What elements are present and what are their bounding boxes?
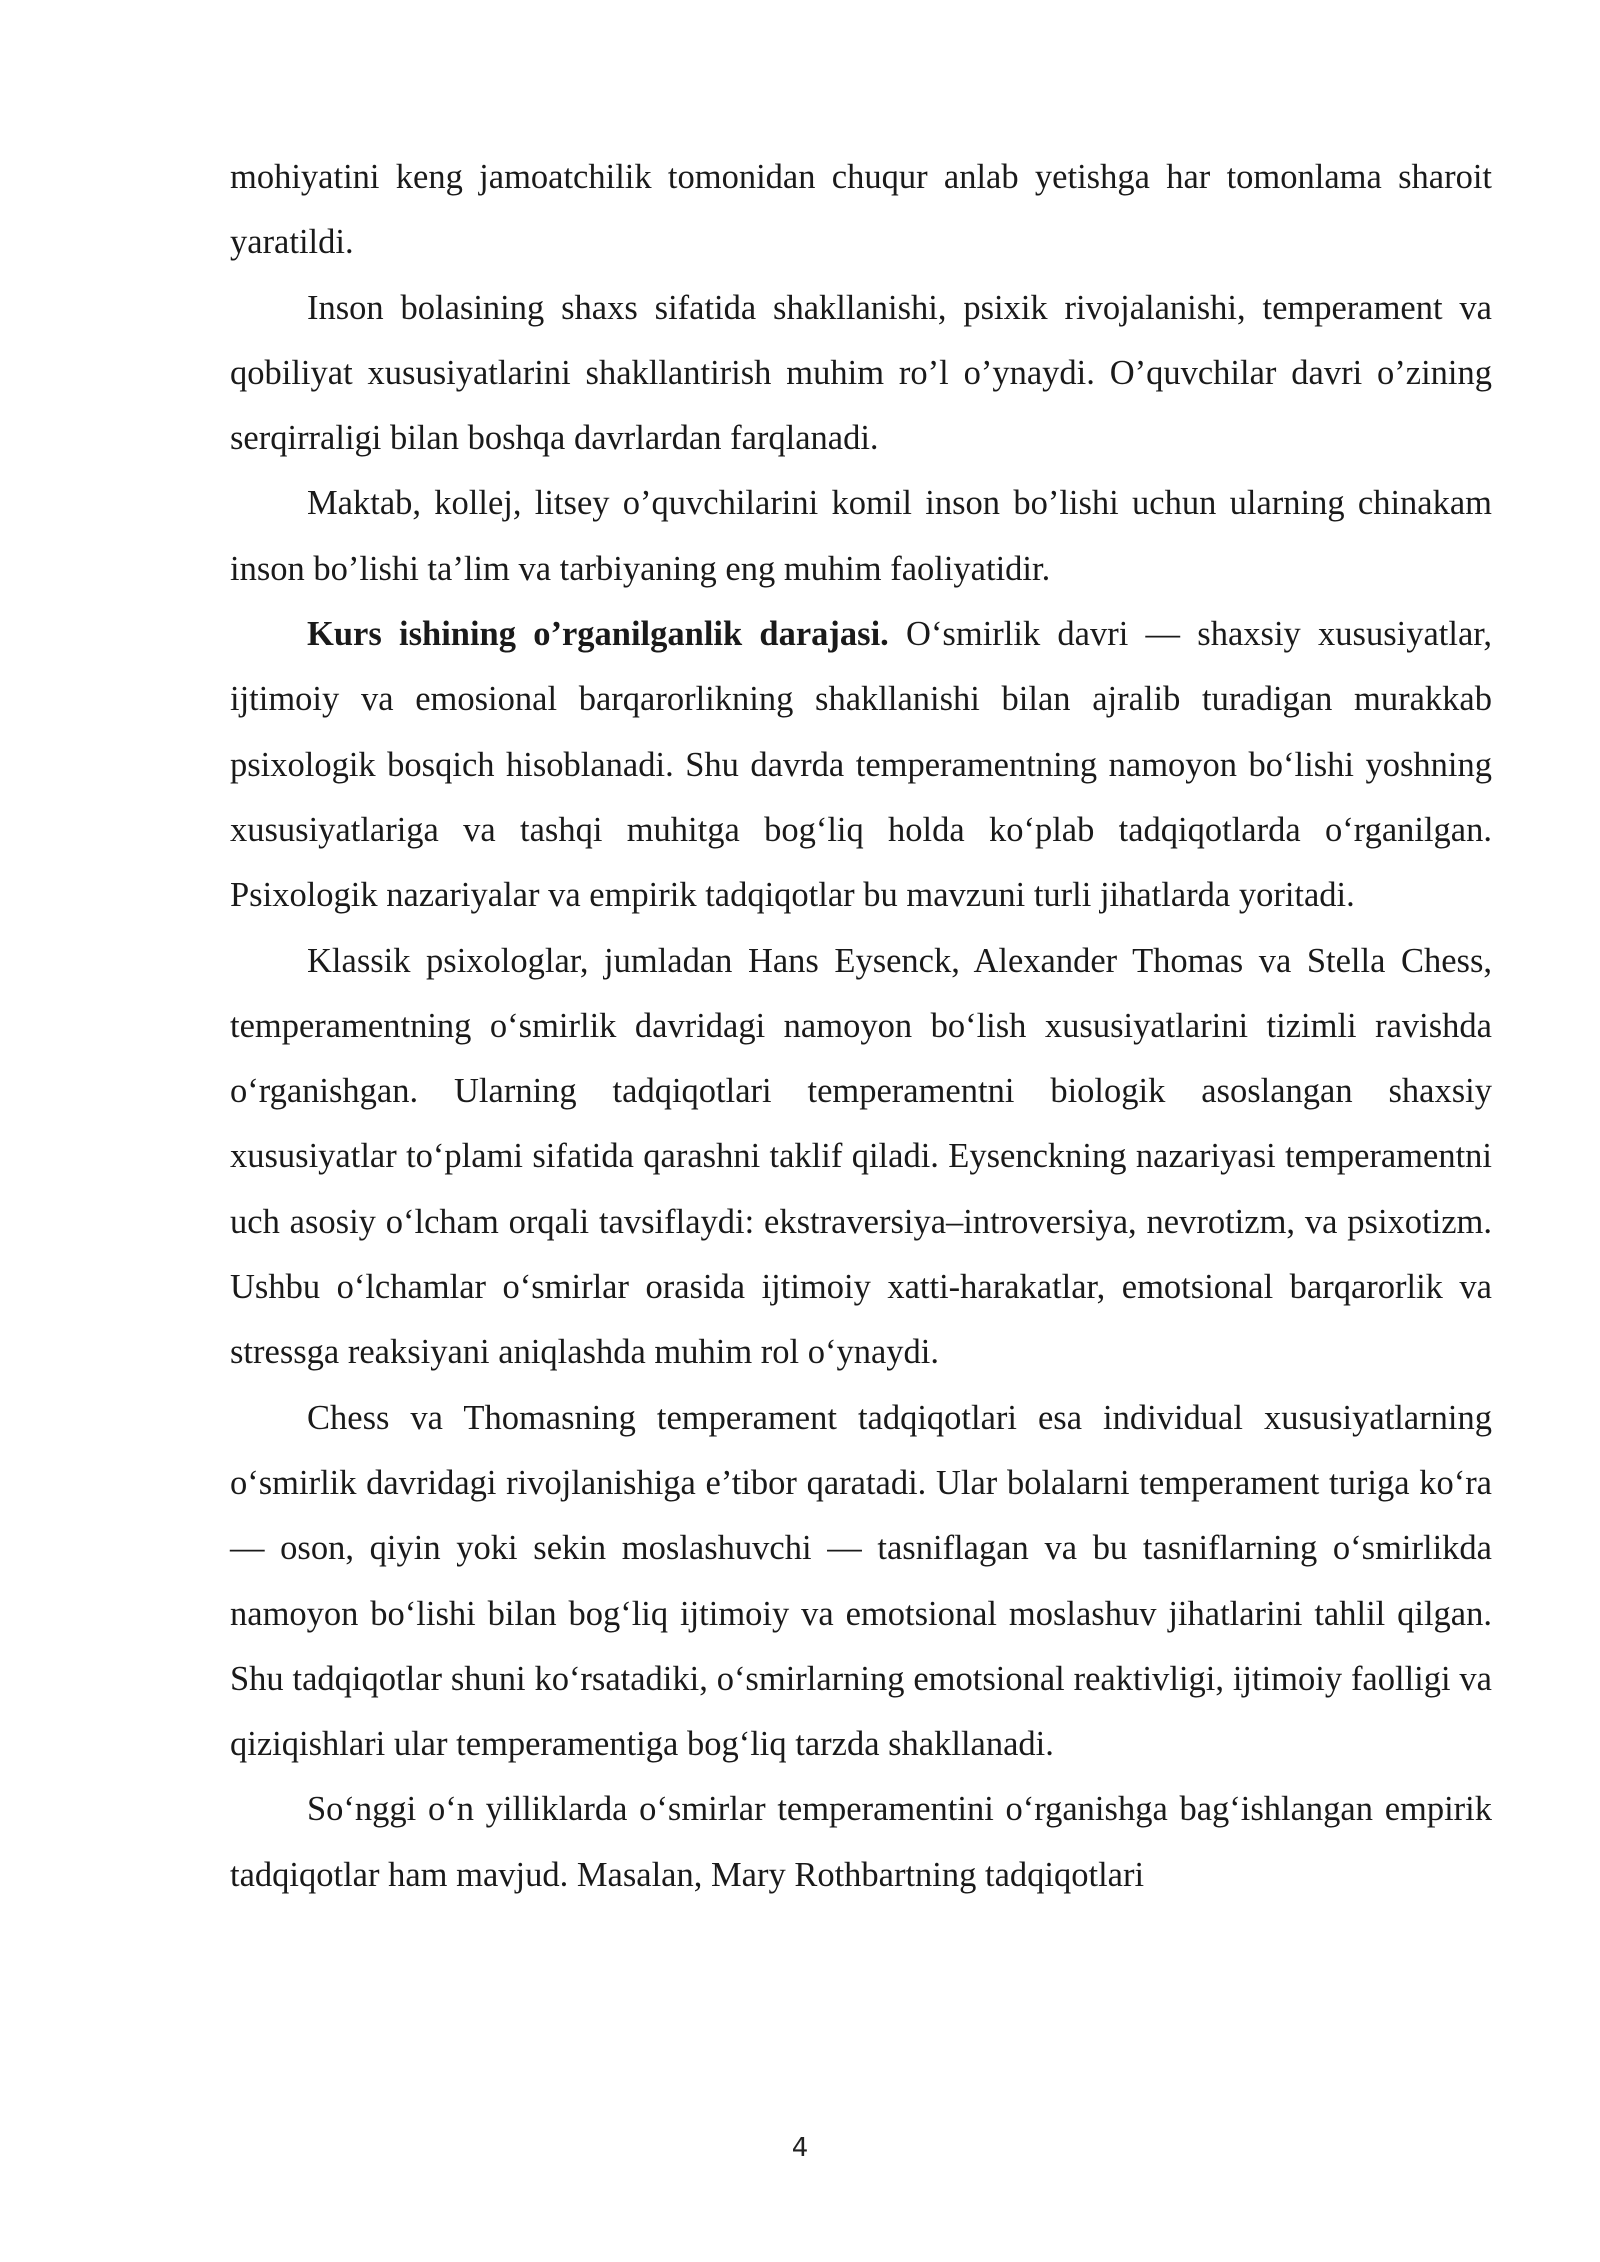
page-number: 4 bbox=[791, 2133, 809, 2163]
paragraph-kurs-ishi-text: O‘smirlik davri — shaxsiy xususiyatlar, ijtimoiy va emosional barqarorlikning shakllanishi bilan ajralib turadigan murakkab psixologik bosqich hisoblanadi. Shu davrda temperamentning namoyon bo‘lishi yoshning xususiyatlariga va tashqi muhitga bog‘liq holda ko‘plab tadqiqotlarda o‘rganilgan. Psixologik nazariyalar va empirik tadqiqotlar bu mavzuni turli jihatlarda yoritadi. bbox=[230, 615, 1492, 915]
paragraph-kurs-ishi bbox=[230, 602, 1492, 928]
paragraph-maktab: Maktab, kollej, litsey o’quvchilarini komil inson bo’lishi uchun ularning chinakam inson bo’lishi ta’lim va tarbiyaning eng muhim faoliyatidir. bbox=[230, 484, 1492, 588]
page-body bbox=[230, 145, 1492, 1908]
paragraph-chess-thomas: Chess va Thomasning temperament tadqiqotlari esa individual xususiyatlarning o‘smirlik davridagi rivojlanishiga e’tibor qaratadi. Ular bolalarni temperament turiga ko‘ra — oson, qiyin yoki sekin moslashuvchi — tasniflagan va bu tasniflarning o‘smirlikda namoyon bo‘lishi bilan bog‘liq ijtimoiy va emotsional moslashuv jihatlarini tahlil qilgan. Shu tadqiqotlar shuni ko‘rsatadiki, o‘smirlarning emotsional reaktivligi, ijtimoiy faolligi va qiziqishlari ular temperamentiga bog‘liq tarzda shakllanadi. bbox=[230, 1398, 1492, 1764]
paragraph-klassik: Klassik psixologlar, jumladan Hans Eysenck, Alexander Thomas va Stella Chess, temperamentning o‘smirlik davridagi namoyon bo‘lish xususiyatlarini tizimli ravishda o‘rganishgan. Ularning tadqiqotlari temperamentni biologik asoslangan shaxsiy xususiyatlar to‘plami sifatida qarashni taklif qiladi. Eysenckning nazariyasi temperamentni uch asosiy o‘lcham orqali tavsiflaydi: ekstraversiya–introversiya, nevrotizm, va psixotizm. Ushbu o‘lchamlar o‘smirlar orasida ijtimoiy xatti-harakatlar, emotsional barqarorlik va stressga reaksiyani aniqlashda muhim rol o‘ynaydi. bbox=[230, 941, 1492, 1372]
paragraph-inson: Inson bolasining shaxs sifatida shakllanishi, psixik rivojalanishi, temperament va qobiliyat xususiyatlarini shakllantirish muhim ro’l o’ynaydi. O’quvchilar davri o’zining serqirraligi bilan boshqa davrlardan farqlanadi. bbox=[230, 288, 1492, 458]
paragraph-continuation: mohiyatini keng jamoatchilik tomonidan chuqur anlab yetishga har tomonlama sharoit yaratildi. bbox=[230, 158, 1492, 262]
paragraph-songgi: So‘nggi o‘n yilliklarda o‘smirlar temperamentini o‘rganishga bag‘ishlangan empirik tadqiqotlar ham mavjud. Masalan, Mary Rothbartning tadqiqotlari bbox=[230, 1790, 1492, 1894]
section-lead-heading: Kurs ishining o’rganilganlik darajasi. bbox=[307, 615, 889, 654]
